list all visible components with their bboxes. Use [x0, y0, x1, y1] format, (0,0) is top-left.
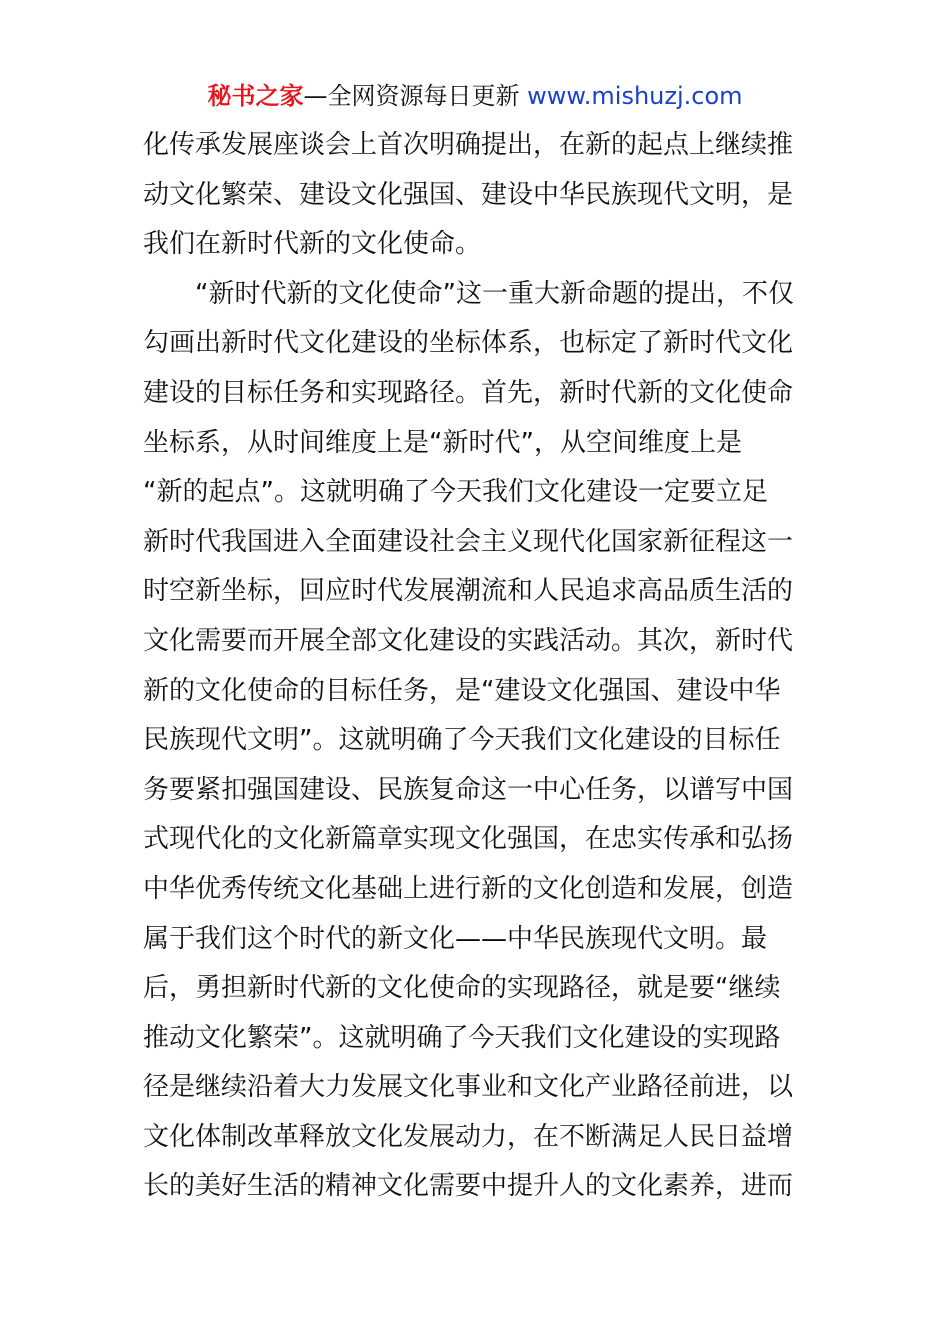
text-line: 后，勇担新时代新的文化使命的实现路径，就是要“继续 [143, 973, 781, 1004]
text-line: 推动文化繁荣”。这就明确了今天我们文化建设的实现路 [143, 1022, 781, 1053]
text-line: 属于我们这个时代的新文化——中华民族现代文明。最 [143, 923, 768, 954]
text-line: 动文化繁荣、建设文化强国、建设中华民族现代文明，是 [143, 179, 794, 210]
text-line: 勾画出新时代文化建设的坐标体系，也标定了新时代文化 [143, 328, 794, 359]
text-line: 文化体制改革释放文化发展动力，在不断满足人民日益增 [143, 1121, 794, 1152]
text-line: 坐标系，从时间维度上是“新时代”，从空间维度上是 [143, 427, 742, 458]
text-line: 时空新坐标，回应时代发展潮流和人民追求高品质生活的 [143, 576, 794, 607]
article-body [143, 121, 807, 1212]
text-line: 文化需要而开展全部文化建设的实践活动。其次，新时代 [143, 625, 794, 656]
text-line: “新的起点”。这就明确了今天我们文化建设一定要立足 [143, 477, 768, 508]
text-line: 中华优秀传统文化基础上进行新的文化创造和发展，创造 [143, 873, 794, 904]
text-line: “新时代新的文化使命”这一重大新命题的提出，不仅 [195, 278, 794, 309]
text-line: 新时代我国进入全面建设社会主义现代化国家新征程这一 [143, 526, 794, 557]
site-url[interactable]: www.mishuzj.com [527, 82, 743, 110]
text-line: 径是继续沿着大力发展文化事业和文化产业路径前进，以 [143, 1072, 794, 1103]
page-header [0, 80, 950, 112]
text-line: 长的美好生活的精神文化需要中提升人的文化素养，进而 [143, 1171, 794, 1202]
text-line: 我们在新时代新的文化使命。 [143, 229, 482, 260]
header-tagline: —全网资源每日更新 [303, 82, 520, 110]
text-line: 民族现代文明”。这就明确了今天我们文化建设的目标任 [143, 725, 781, 756]
text-line: 化传承发展座谈会上首次明确提出，在新的起点上继续推 [143, 130, 794, 160]
text-line: 务要紧扣强国建设、民族复命这一中心任务，以谱写中国 [143, 774, 794, 805]
brand-name: 秘书之家 [207, 82, 304, 110]
text-line: 建设的目标任务和实现路径。首先，新时代新的文化使命 [143, 377, 794, 408]
text-line: 新的文化使命的目标任务，是“建设文化强国、建设中华 [143, 675, 781, 706]
text-line: 式现代化的文化新篇章实现文化强国，在忠实传承和弘扬 [143, 824, 794, 855]
